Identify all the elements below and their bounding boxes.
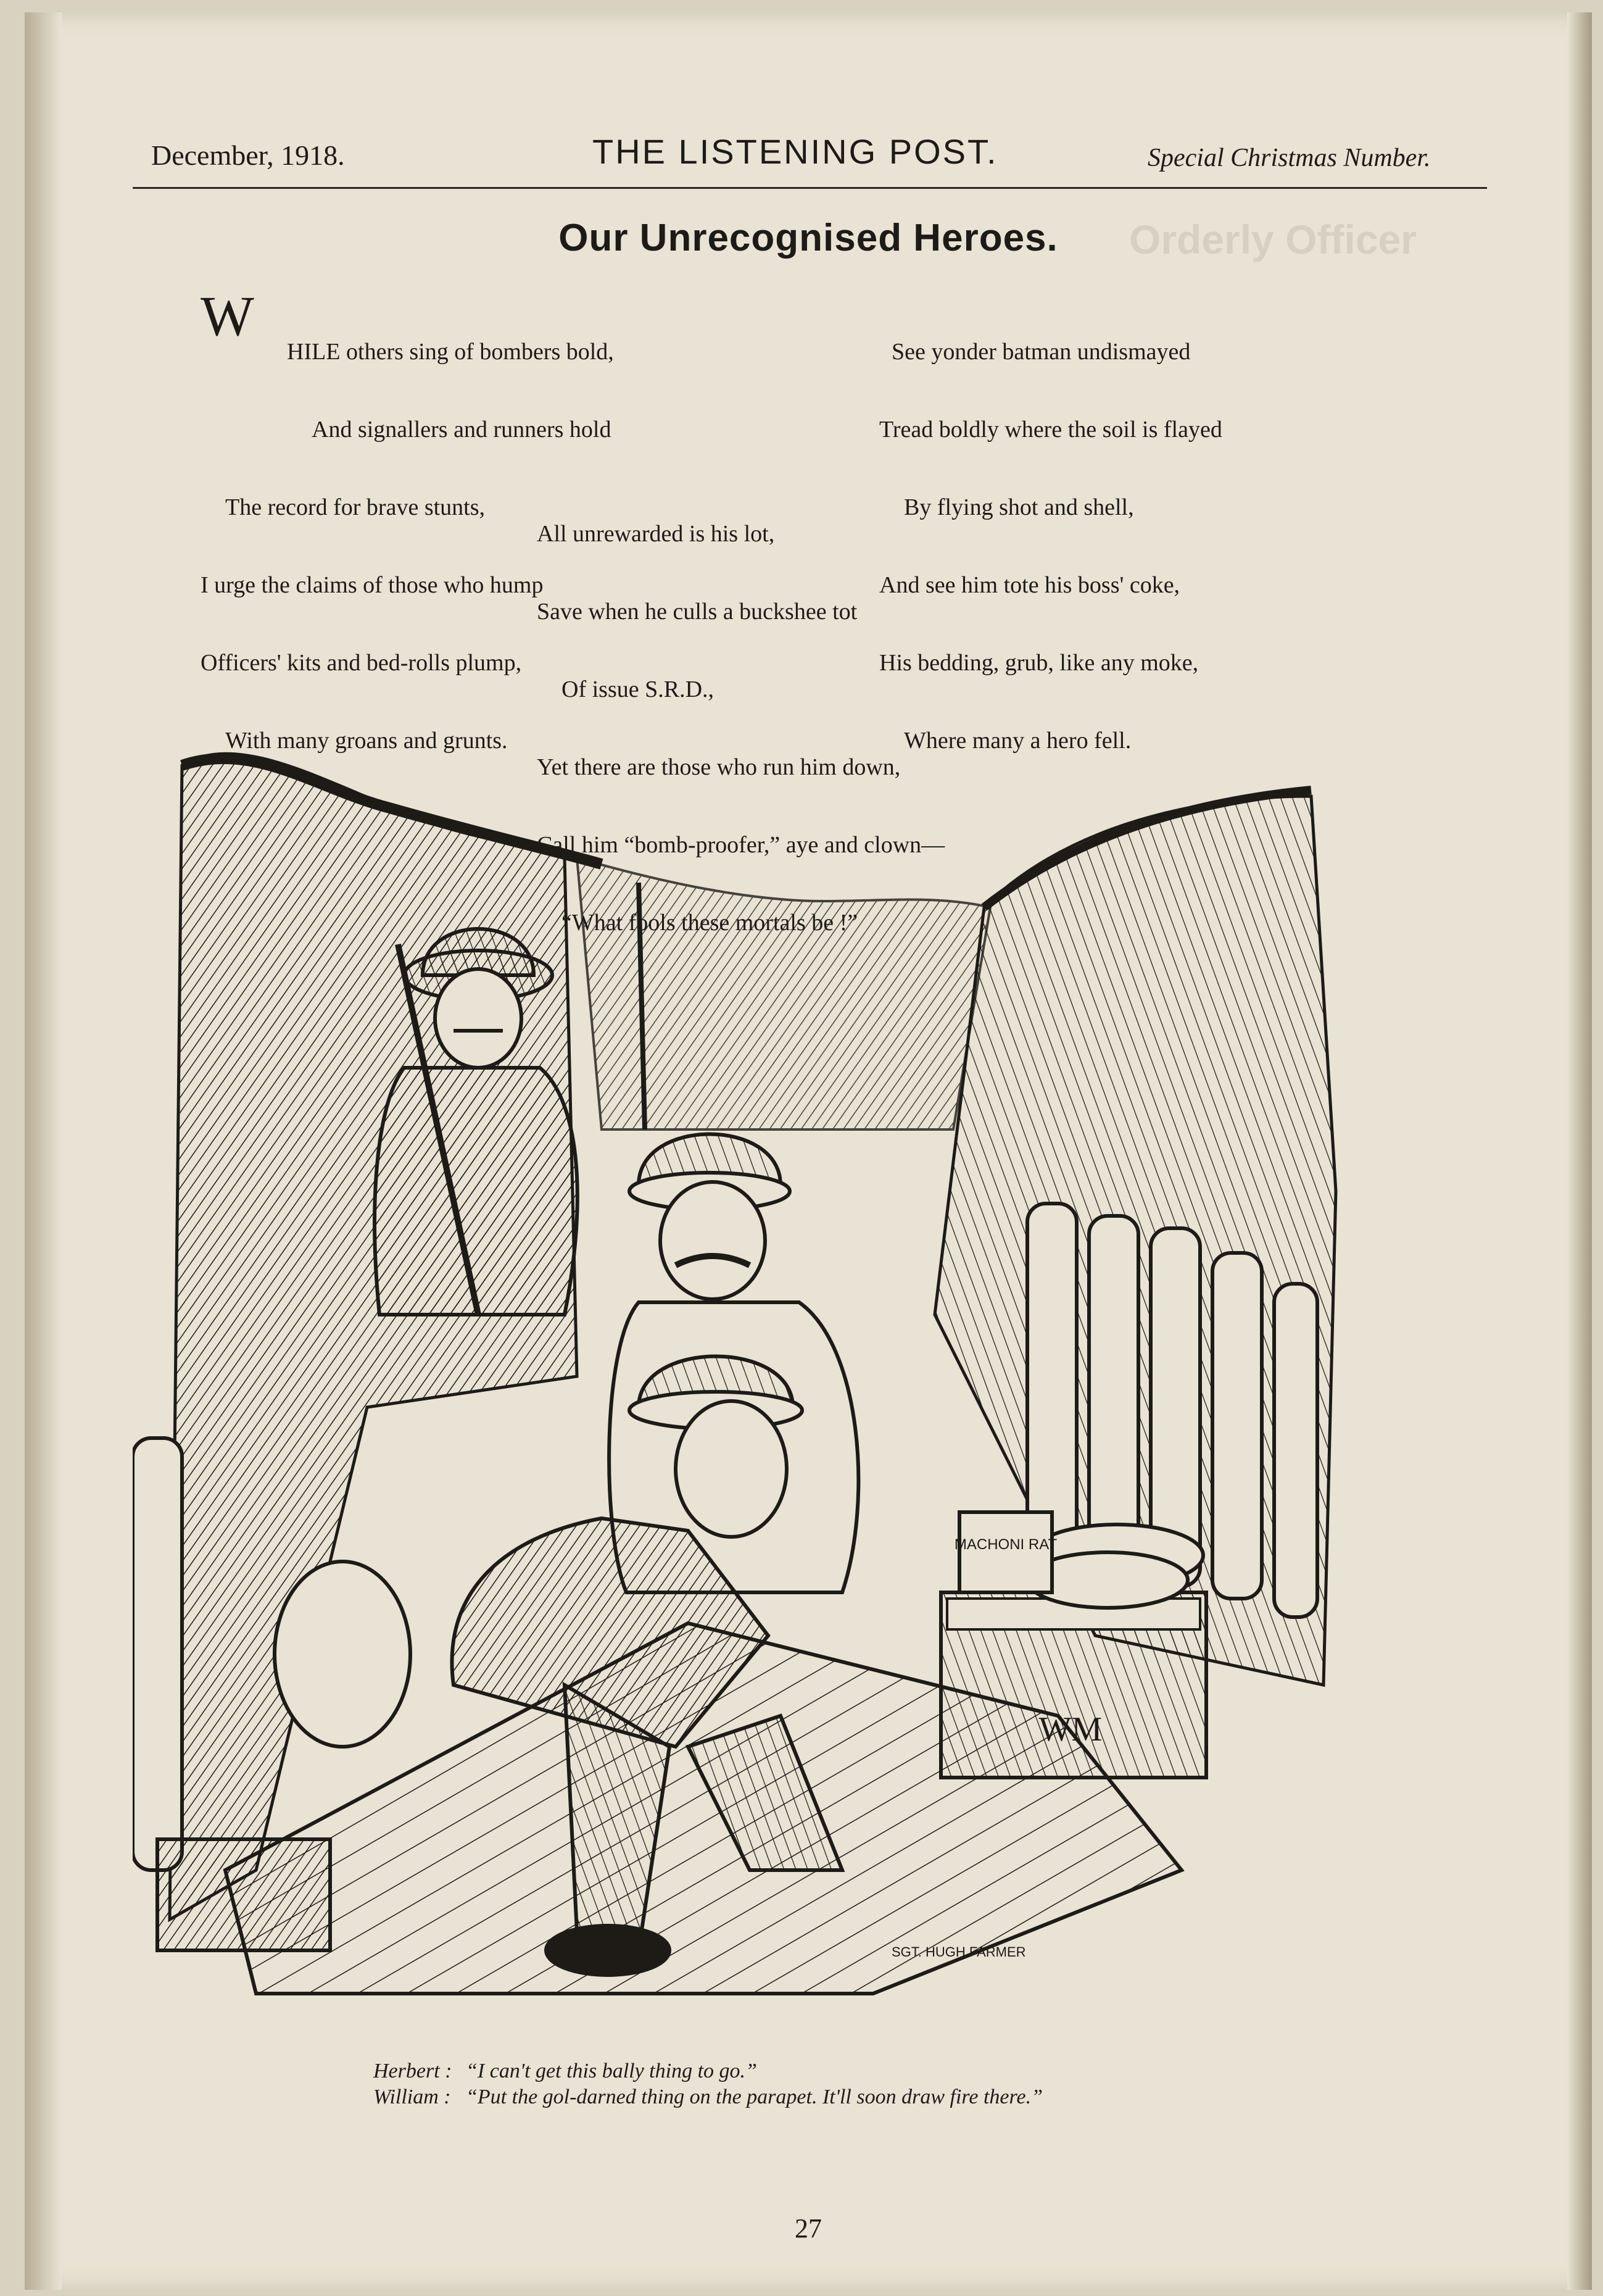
poem-line: Tread boldly where the soil is flayed	[879, 417, 1222, 443]
page-edge	[1567, 12, 1592, 2290]
poem-line: And signallers and runners hold	[312, 417, 611, 443]
caption-quote-herbert: “I can't get this bally thing to go.”	[466, 2060, 757, 2082]
poem-line: Yet there are those who run him down,	[537, 754, 901, 780]
drop-cap: W	[201, 285, 254, 347]
box-label: WM	[1038, 1710, 1103, 1749]
poem-line: See yonder batman undismayed	[892, 339, 1191, 365]
poem-line: I urge the claims of those who hump	[201, 572, 544, 598]
poem-line: Of issue S.R.D.,	[561, 676, 715, 702]
poem-line: And see him tote his boss' coke,	[879, 572, 1180, 598]
caption-speaker-herbert: Herbert :	[373, 2060, 452, 2082]
poem-line: Save when he culls a buckshee tot	[537, 599, 858, 625]
header-rule	[133, 187, 1487, 189]
poem-line: Officers' kits and bed-rolls plump,	[201, 650, 522, 676]
poem-line: Call him “bomb-proofer,” aye and clown—	[537, 832, 945, 858]
poem-line: The record for brave stunts,	[225, 494, 486, 520]
poem-line: With many groans and grunts.	[225, 728, 508, 754]
poem-line: HILE others sing of bombers bold,	[287, 339, 614, 365]
header-edition: Special Christmas Number.	[1148, 144, 1431, 172]
poem-line: Where many a hero fell.	[904, 728, 1132, 754]
caption-quote-william: “Put the gol-darned thing on the parapet. It'll soon draw fire there.”	[466, 2086, 1043, 2108]
caption-line-1	[373, 2058, 757, 2084]
caption-speaker-william: William :	[373, 2086, 451, 2108]
header-publication: THE LISTENING POST.	[592, 132, 998, 171]
article-title: Our Unrecognised Heroes.	[558, 217, 1058, 259]
tin-label: MACHONI RAT	[954, 1536, 1058, 1553]
header-date: December, 1918.	[151, 139, 345, 171]
poem-line: His bedding, grub, like any moke,	[879, 650, 1199, 676]
bleed-through-heading: Orderly Officer	[1129, 217, 1417, 262]
caption-line-2	[373, 2084, 1043, 2110]
page-number: 27	[795, 2213, 822, 2244]
trench-illustration	[133, 697, 1487, 2043]
page	[25, 12, 1592, 2290]
poem-line: By flying shot and shell,	[904, 494, 1134, 520]
artist-signature: SGT. HUGH FARMER	[892, 1944, 1026, 1960]
poem-line: All unrewarded is his lot,	[537, 521, 775, 547]
binding-gutter	[25, 12, 62, 2290]
